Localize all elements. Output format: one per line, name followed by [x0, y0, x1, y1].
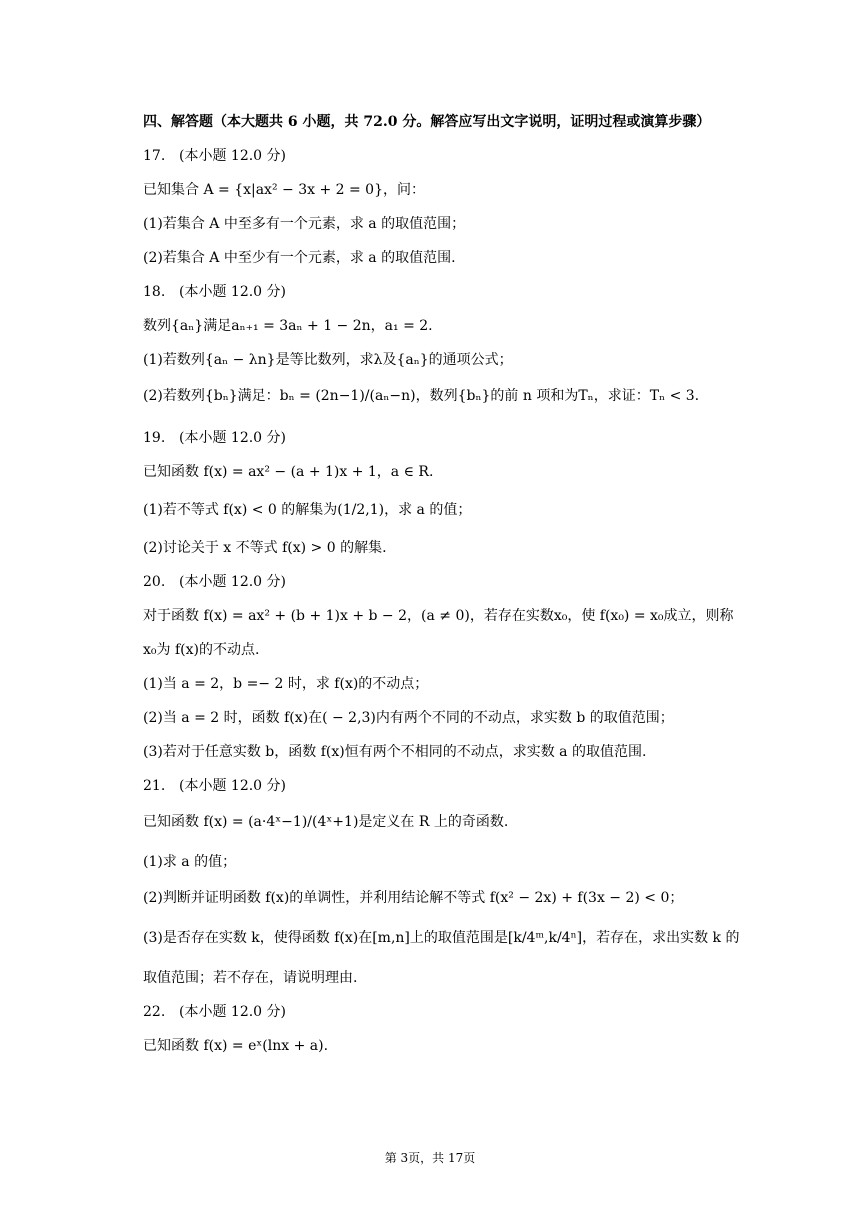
- problem-21-header: [143, 776, 286, 796]
- problem-points: (本小题 12.0 分): [179, 574, 286, 590]
- problem-18-part-2: (2)若数列{bₙ}满足：bₙ = (2n−1)/(aₙ−n)，数列{bₙ}的前 n 项和为Tₙ，求证：Tₙ < 3.: [143, 388, 700, 404]
- problem-20-part-3: (3)若对于任意实数 b，函数 f(x)恒有两个不相同的不动点，求实数 a 的取值范围.: [143, 744, 647, 760]
- problem-18-stem: 数列{aₙ}满足aₙ₊₁ = 3aₙ + 1 − 2n，a₁ = 2.: [143, 318, 433, 334]
- problem-points: (本小题 12.0 分): [179, 1004, 286, 1020]
- problem-21-part-3-line-2: 取值范围；若不存在，请说明理由.: [143, 970, 358, 986]
- problem-22-header: [143, 1002, 286, 1022]
- problem-points: (本小题 12.0 分): [179, 148, 286, 164]
- problem-number: 19.: [143, 430, 166, 446]
- problem-20-stem-line-1: 对于函数 f(x) = ax² + (b + 1)x + b − 2，(a ≠ 0)，若存在实数x₀，使 f(x₀) = x₀成立，则称: [143, 608, 734, 624]
- problem-20-part-1: (1)当 a = 2，b =− 2 时，求 f(x)的不动点；: [143, 676, 429, 692]
- problem-18-part-1: (1)若数列{aₙ − λn}是等比数列，求λ及{aₙ}的通项公式；: [143, 352, 513, 368]
- problem-19-part-1: (1)若不等式 f(x) < 0 的解集为(1/2,1)，求 a 的值；: [143, 502, 472, 518]
- problem-19-stem: 已知函数 f(x) = ax² − (a + 1)x + 1，a ∈ R.: [143, 464, 434, 480]
- problem-21-part-1: (1)求 a 的值；: [143, 854, 237, 870]
- problem-17-stem: 已知集合 A = {x|ax² − 3x + 2 = 0}，问：: [143, 182, 425, 198]
- problem-20-part-2: (2)当 a = 2 时，函数 f(x)在( − 2,3)内有两个不同的不动点，求实数 b 的取值范围；: [143, 710, 674, 726]
- problem-22-stem: 已知函数 f(x) = eˣ(lnx + a).: [143, 1038, 329, 1054]
- section-heading: 四、解答题（本大题共 6 小题，共 72.0 分。解答应写出文字说明，证明过程或演算步骤）: [143, 114, 711, 130]
- problem-18-header: [143, 282, 286, 302]
- problem-21-stem: 已知函数 f(x) = (a·4ˣ−1)/(4ˣ+1)是定义在 R 上的奇函数.: [143, 814, 509, 830]
- problem-21-part-3-line-1: (3)是否存在实数 k，使得函数 f(x)在[m,n]上的取值范围是[k/4ᵐ,k/4ⁿ]，若存在，求出实数 k 的: [143, 930, 740, 946]
- problem-20-header: [143, 572, 286, 592]
- problem-points: (本小题 12.0 分): [179, 778, 286, 794]
- problem-number: 21.: [143, 778, 166, 794]
- problem-number: 18.: [143, 284, 166, 300]
- problem-21-part-2: (2)判断并证明函数 f(x)的单调性，并利用结论解不等式 f(x² − 2x) + f(3x − 2) < 0；: [143, 890, 684, 906]
- problem-17-part-2: (2)若集合 A 中至少有一个元素，求 a 的取值范围.: [143, 250, 456, 266]
- page-footer: 第 3页，共 17页: [384, 1151, 476, 1165]
- problem-points: (本小题 12.0 分): [179, 284, 286, 300]
- problem-17-part-1: (1)若集合 A 中至多有一个元素，求 a 的取值范围；: [143, 216, 466, 232]
- problem-19-header: [143, 428, 286, 448]
- problem-number: 17.: [143, 148, 166, 164]
- problem-points: (本小题 12.0 分): [179, 430, 286, 446]
- problem-number: 20.: [143, 574, 166, 590]
- problem-17-header: [143, 146, 286, 166]
- problem-number: 22.: [143, 1004, 166, 1020]
- problem-20-stem-line-2: x₀为 f(x)的不动点.: [143, 642, 260, 658]
- problem-19-part-2: (2)讨论关于 x 不等式 f(x) > 0 的解集.: [143, 540, 387, 556]
